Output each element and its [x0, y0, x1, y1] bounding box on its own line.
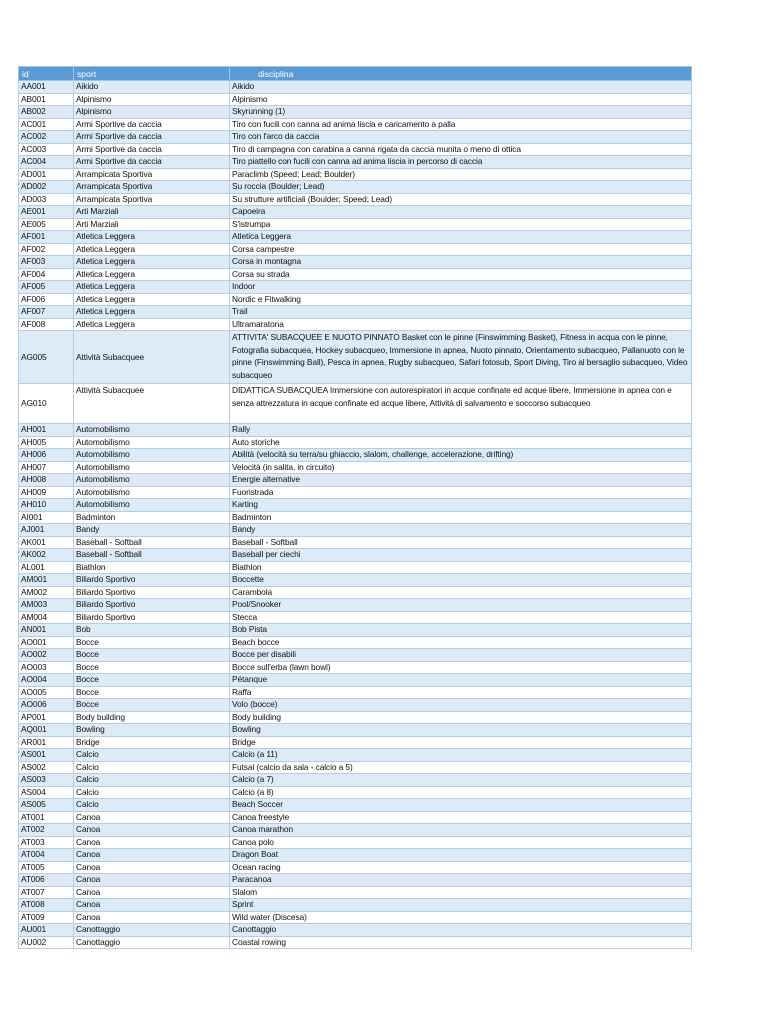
cell-id: AS004	[19, 786, 74, 799]
cell-sport: Canoa	[74, 874, 230, 887]
cell-sport: Attività Subacquee	[74, 331, 230, 384]
cell-id: AO005	[19, 686, 74, 699]
cell-disciplina: Stecca	[230, 611, 692, 624]
table-row	[19, 486, 692, 499]
table-row	[19, 599, 692, 612]
table-row	[19, 624, 692, 637]
cell-sport: Armi Sportive da caccia	[74, 131, 230, 144]
cell-sport: Biathlon	[74, 561, 230, 574]
cell-sport: Calcio	[74, 761, 230, 774]
cell-disciplina: Auto storiche	[230, 436, 692, 449]
cell-id: AM003	[19, 599, 74, 612]
cell-disciplina: Wild water (Discesa)	[230, 911, 692, 924]
cell-id: AM001	[19, 574, 74, 587]
table-row	[19, 449, 692, 462]
cell-sport: Calcio	[74, 749, 230, 762]
cell-sport: Arrampicata Sportiva	[74, 168, 230, 181]
table-row	[19, 736, 692, 749]
cell-disciplina: Corsa in montagna	[230, 256, 692, 269]
table-row	[19, 511, 692, 524]
cell-id: AT008	[19, 899, 74, 912]
cell-id: AA001	[19, 81, 74, 94]
cell-sport: Attività Subacquee	[74, 384, 230, 424]
cell-disciplina: Atletica Leggera	[230, 231, 692, 244]
cell-disciplina: Baseball per ciechi	[230, 549, 692, 562]
table-row	[19, 256, 692, 269]
cell-id: AS005	[19, 799, 74, 812]
cell-sport: Canoa	[74, 824, 230, 837]
table-row	[19, 674, 692, 687]
cell-sport: Alpinismo	[74, 106, 230, 119]
cell-sport: Calcio	[74, 799, 230, 812]
cell-sport: Canoa	[74, 899, 230, 912]
table-row	[19, 899, 692, 912]
cell-sport: Canottaggio	[74, 924, 230, 937]
table-row	[19, 686, 692, 699]
table-row	[19, 786, 692, 799]
cell-id: AE005	[19, 218, 74, 231]
cell-disciplina: Karting	[230, 499, 692, 512]
table-row	[19, 936, 692, 949]
table-row	[19, 924, 692, 937]
cell-sport: Atletica Leggera	[74, 231, 230, 244]
cell-sport: Biliardo Sportivo	[74, 574, 230, 587]
cell-id: AO001	[19, 636, 74, 649]
cell-sport: Bandy	[74, 524, 230, 537]
cell-disciplina: Bob Pista	[230, 624, 692, 637]
cell-sport: Biliardo Sportivo	[74, 611, 230, 624]
table-row	[19, 711, 692, 724]
table-row	[19, 474, 692, 487]
cell-id: AF004	[19, 268, 74, 281]
cell-id: AH001	[19, 424, 74, 437]
cell-id: AJ001	[19, 524, 74, 537]
cell-disciplina: Bowling	[230, 724, 692, 737]
table-row	[19, 811, 692, 824]
cell-sport: Armi Sportive da caccia	[74, 156, 230, 169]
cell-sport: Bocce	[74, 674, 230, 687]
cell-disciplina: Tiro di campagna con carabina a canna rigata da caccia munita o meno di ottica	[230, 143, 692, 156]
table-row	[19, 461, 692, 474]
table-row	[19, 549, 692, 562]
cell-disciplina: Corsa su strada	[230, 268, 692, 281]
table-row	[19, 318, 692, 331]
cell-sport: Canoa	[74, 836, 230, 849]
cell-disciplina: Su roccia (Boulder; Lead)	[230, 181, 692, 194]
cell-disciplina: DIDATTICA SUBACQUEA Immersione con autorespiratori in acque confinate ed acque libere, Immersione in apnea con e senza attrezzatura in acque confinate ed acque libere, Attività di salvamento e soccorso subacqueo	[230, 384, 692, 424]
cell-disciplina: Pool/Snooker	[230, 599, 692, 612]
cell-disciplina: Sprint	[230, 899, 692, 912]
cell-sport: Baseball - Softball	[74, 549, 230, 562]
cell-disciplina: Biathlon	[230, 561, 692, 574]
table-row	[19, 384, 692, 424]
cell-id: AF003	[19, 256, 74, 269]
cell-disciplina: Ocean racing	[230, 861, 692, 874]
cell-sport: Bocce	[74, 636, 230, 649]
cell-id: AF006	[19, 293, 74, 306]
cell-disciplina: Bridge	[230, 736, 692, 749]
cell-disciplina: Bocce per disabili	[230, 649, 692, 662]
cell-sport: Bocce	[74, 686, 230, 699]
cell-disciplina: Volo (bocce)	[230, 699, 692, 712]
cell-sport: Atletica Leggera	[74, 256, 230, 269]
cell-sport: Automobilismo	[74, 436, 230, 449]
table-row	[19, 193, 692, 206]
cell-disciplina: Canoa freestyle	[230, 811, 692, 824]
cell-disciplina: Nordic e Fitwalking	[230, 293, 692, 306]
table-row	[19, 93, 692, 106]
cell-sport: Atletica Leggera	[74, 318, 230, 331]
cell-id: AS002	[19, 761, 74, 774]
table-row	[19, 774, 692, 787]
cell-sport: Alpinismo	[74, 93, 230, 106]
cell-id: AT002	[19, 824, 74, 837]
cell-id: AI001	[19, 511, 74, 524]
cell-id: AF007	[19, 306, 74, 319]
cell-id: AT001	[19, 811, 74, 824]
cell-sport: Canoa	[74, 886, 230, 899]
table-row	[19, 106, 692, 119]
table-row	[19, 168, 692, 181]
cell-id: AS003	[19, 774, 74, 787]
cell-id: AO004	[19, 674, 74, 687]
table-row	[19, 268, 692, 281]
cell-id: AT009	[19, 911, 74, 924]
cell-id: AU002	[19, 936, 74, 949]
cell-sport: Bob	[74, 624, 230, 637]
cell-sport: Biliardo Sportivo	[74, 599, 230, 612]
cell-sport: Automobilismo	[74, 449, 230, 462]
table-row	[19, 118, 692, 131]
cell-id: AE001	[19, 206, 74, 219]
cell-id: AL001	[19, 561, 74, 574]
cell-sport: Canoa	[74, 811, 230, 824]
cell-id: AQ001	[19, 724, 74, 737]
cell-id: AD002	[19, 181, 74, 194]
table-row	[19, 536, 692, 549]
cell-disciplina: Paracanoa	[230, 874, 692, 887]
cell-sport: Atletica Leggera	[74, 268, 230, 281]
table-row	[19, 143, 692, 156]
cell-id: AH008	[19, 474, 74, 487]
table-row	[19, 911, 692, 924]
cell-id: AH009	[19, 486, 74, 499]
cell-id: AH006	[19, 449, 74, 462]
cell-sport: Bowling	[74, 724, 230, 737]
cell-id: AM004	[19, 611, 74, 624]
table-row	[19, 436, 692, 449]
table-row	[19, 661, 692, 674]
table-row	[19, 636, 692, 649]
cell-id: AF008	[19, 318, 74, 331]
table-row	[19, 849, 692, 862]
cell-sport: Armi Sportive da caccia	[74, 143, 230, 156]
cell-id: AO002	[19, 649, 74, 662]
cell-id: AT005	[19, 861, 74, 874]
table-row	[19, 181, 692, 194]
cell-sport: Atletica Leggera	[74, 306, 230, 319]
table-row	[19, 231, 692, 244]
cell-sport: Baseball - Softball	[74, 536, 230, 549]
cell-sport: Canoa	[74, 861, 230, 874]
cell-id: AK001	[19, 536, 74, 549]
cell-id: AP001	[19, 711, 74, 724]
cell-sport: Arrampicata Sportiva	[74, 193, 230, 206]
header-id: id	[19, 67, 74, 81]
cell-sport: Bridge	[74, 736, 230, 749]
table-row	[19, 699, 692, 712]
cell-disciplina: Badminton	[230, 511, 692, 524]
discipline-table	[18, 66, 692, 949]
cell-disciplina: Boccette	[230, 574, 692, 587]
cell-sport: Bocce	[74, 699, 230, 712]
table-row	[19, 749, 692, 762]
table-row	[19, 886, 692, 899]
cell-id: AU001	[19, 924, 74, 937]
cell-disciplina: Indoor	[230, 281, 692, 294]
table-row	[19, 206, 692, 219]
cell-sport: Arrampicata Sportiva	[74, 181, 230, 194]
table-body	[19, 81, 692, 949]
cell-sport: Canoa	[74, 849, 230, 862]
header-sport: sport	[74, 67, 230, 81]
cell-id: AK002	[19, 549, 74, 562]
cell-id: AF002	[19, 243, 74, 256]
cell-id: AT004	[19, 849, 74, 862]
cell-id: AB001	[19, 93, 74, 106]
cell-disciplina: Tiro con l'arco da caccia	[230, 131, 692, 144]
cell-id: AR001	[19, 736, 74, 749]
cell-id: AH007	[19, 461, 74, 474]
table-row	[19, 836, 692, 849]
cell-disciplina: Velocità (in salita, in circuito)	[230, 461, 692, 474]
cell-disciplina: Carambola	[230, 586, 692, 599]
cell-sport: Arti Marziali	[74, 218, 230, 231]
cell-disciplina: Calcio (a 7)	[230, 774, 692, 787]
cell-id: AH005	[19, 436, 74, 449]
cell-id: AC003	[19, 143, 74, 156]
table-row	[19, 331, 692, 384]
cell-id: AD003	[19, 193, 74, 206]
cell-disciplina: Corsa campestre	[230, 243, 692, 256]
table-row	[19, 218, 692, 231]
cell-disciplina: Body building	[230, 711, 692, 724]
cell-disciplina: Canoa marathon	[230, 824, 692, 837]
cell-sport: Arti Marziali	[74, 206, 230, 219]
table-row	[19, 293, 692, 306]
cell-sport: Biliardo Sportivo	[74, 586, 230, 599]
cell-id: AC001	[19, 118, 74, 131]
cell-disciplina: Slalom	[230, 886, 692, 899]
cell-sport: Automobilismo	[74, 474, 230, 487]
cell-id: AG010	[19, 384, 74, 424]
cell-disciplina: Calcio (a 11)	[230, 749, 692, 762]
cell-id: AT003	[19, 836, 74, 849]
cell-disciplina: Tiro con fucili con canna ad anima liscia e caricamento a palla	[230, 118, 692, 131]
cell-id: AM002	[19, 586, 74, 599]
cell-id: AC002	[19, 131, 74, 144]
cell-disciplina: Aikido	[230, 81, 692, 94]
cell-disciplina: Paraclimb (Speed; Lead; Boulder)	[230, 168, 692, 181]
cell-id: AF001	[19, 231, 74, 244]
table-row	[19, 574, 692, 587]
cell-disciplina: ATTIVITA' SUBACQUEE E NUOTO PINNATO Basket con le pinne (Finswimming Basket), Fitness in acqua con le pinne, Fotografia subacquea, Hockey subacqueo, Immersione in apnea, Nuoto pinnato, Orientamento subacqueo, Pallanuoto con le pinne (Finswimming Ball), Pesca in apnea, Rugby subacqueo, Safari fotosub, Sport Diving, Tiro al bersaglio subacqueo, Video subacqueo	[230, 331, 692, 384]
table-row	[19, 306, 692, 319]
table-row	[19, 861, 692, 874]
table-row	[19, 243, 692, 256]
cell-sport: Bocce	[74, 661, 230, 674]
cell-sport: Automobilismo	[74, 461, 230, 474]
cell-disciplina: Trail	[230, 306, 692, 319]
cell-disciplina: Capoeira	[230, 206, 692, 219]
table-row	[19, 561, 692, 574]
cell-sport: Calcio	[74, 774, 230, 787]
table-row	[19, 131, 692, 144]
cell-sport: Canoa	[74, 911, 230, 924]
cell-id: AH010	[19, 499, 74, 512]
cell-sport: Bocce	[74, 649, 230, 662]
table-row	[19, 499, 692, 512]
cell-disciplina: Alpinismo	[230, 93, 692, 106]
cell-disciplina: Energie alternative	[230, 474, 692, 487]
table-row	[19, 424, 692, 437]
cell-id: AS001	[19, 749, 74, 762]
cell-disciplina: Ultramaratona	[230, 318, 692, 331]
table-row	[19, 524, 692, 537]
cell-sport: Armi Sportive da caccia	[74, 118, 230, 131]
table-row	[19, 824, 692, 837]
cell-id: AN001	[19, 624, 74, 637]
cell-sport: Automobilismo	[74, 424, 230, 437]
table-header-row	[19, 67, 692, 81]
table-row	[19, 799, 692, 812]
cell-id: AO006	[19, 699, 74, 712]
table-row	[19, 761, 692, 774]
cell-disciplina: Canoa polo	[230, 836, 692, 849]
cell-disciplina: Beach bocce	[230, 636, 692, 649]
cell-id: AT007	[19, 886, 74, 899]
cell-disciplina: S'istrumpa	[230, 218, 692, 231]
cell-sport: Atletica Leggera	[74, 281, 230, 294]
cell-id: AG005	[19, 331, 74, 384]
table-row	[19, 281, 692, 294]
cell-disciplina: Abilità (velocità su terra/su ghiaccio, slalom, challenge, accelerazione, drifting)	[230, 449, 692, 462]
cell-disciplina: Bandy	[230, 524, 692, 537]
cell-disciplina: Coastal rowing	[230, 936, 692, 949]
cell-disciplina: Raffa	[230, 686, 692, 699]
cell-sport: Calcio	[74, 786, 230, 799]
table-row	[19, 81, 692, 94]
cell-sport: Canottaggio	[74, 936, 230, 949]
cell-disciplina: Beach Soccer	[230, 799, 692, 812]
cell-id: AO003	[19, 661, 74, 674]
cell-sport: Badminton	[74, 511, 230, 524]
cell-disciplina: Tiro piattello con fucili con canna ad anima liscia in percorso di caccia	[230, 156, 692, 169]
cell-sport: Atletica Leggera	[74, 293, 230, 306]
cell-id: AT006	[19, 874, 74, 887]
cell-disciplina: Futsal (calcio da sala - calcio a 5)	[230, 761, 692, 774]
cell-disciplina: Fuoristrada	[230, 486, 692, 499]
cell-id: AC004	[19, 156, 74, 169]
table-row	[19, 874, 692, 887]
cell-disciplina: Rally	[230, 424, 692, 437]
cell-id: AB002	[19, 106, 74, 119]
table-row	[19, 611, 692, 624]
table-row	[19, 724, 692, 737]
header-disciplina: disciplina	[230, 67, 692, 81]
cell-id: AF005	[19, 281, 74, 294]
cell-disciplina: Pétanque	[230, 674, 692, 687]
cell-sport: Atletica Leggera	[74, 243, 230, 256]
cell-disciplina: Dragon Boat	[230, 849, 692, 862]
cell-disciplina: Bocce sull'erba (lawn bowl)	[230, 661, 692, 674]
cell-disciplina: Skyrunning (1)	[230, 106, 692, 119]
cell-sport: Body building	[74, 711, 230, 724]
cell-disciplina: Baseball - Softball	[230, 536, 692, 549]
table-row	[19, 586, 692, 599]
cell-sport: Automobilismo	[74, 499, 230, 512]
cell-sport: Aikido	[74, 81, 230, 94]
cell-disciplina: Canottaggio	[230, 924, 692, 937]
cell-disciplina: Su strutture artificiali (Boulder; Speed; Lead)	[230, 193, 692, 206]
table-row	[19, 156, 692, 169]
table-row	[19, 649, 692, 662]
cell-disciplina: Calcio (a 8)	[230, 786, 692, 799]
cell-sport: Automobilismo	[74, 486, 230, 499]
cell-id: AD001	[19, 168, 74, 181]
